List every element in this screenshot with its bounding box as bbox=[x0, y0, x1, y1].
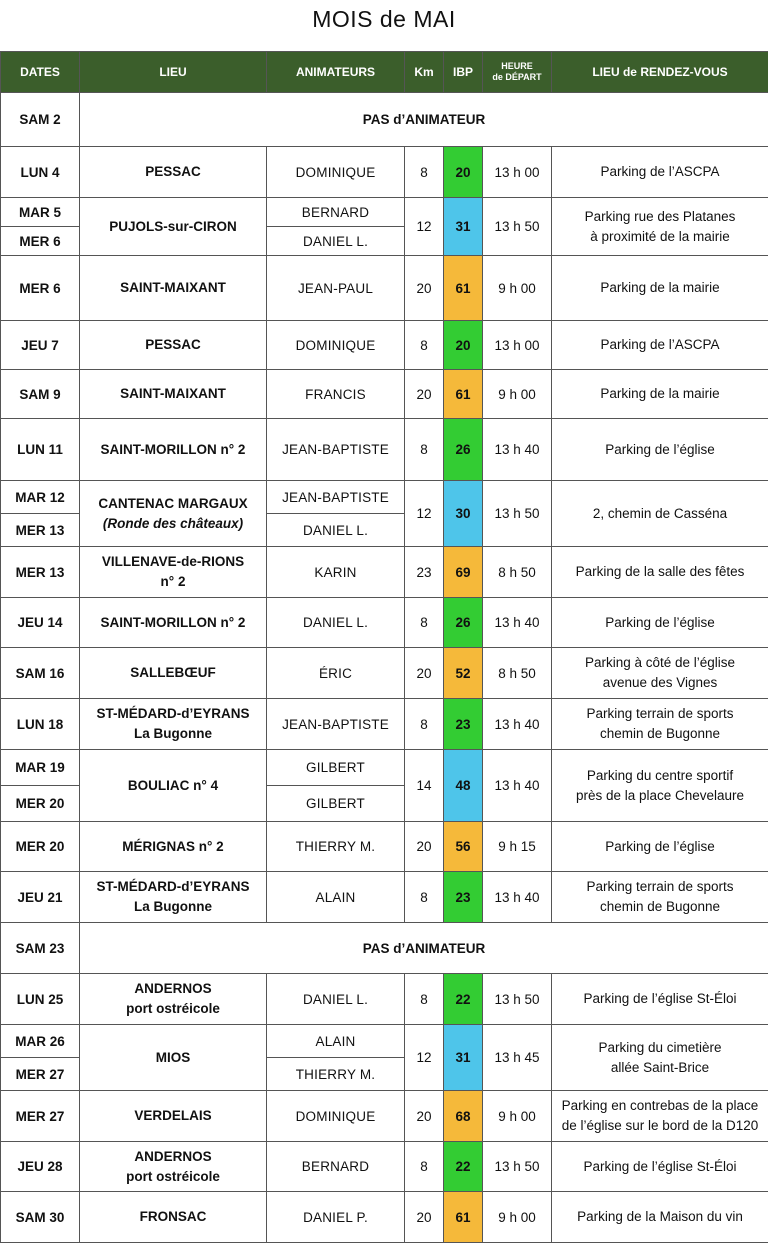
header-ibp: IBP bbox=[444, 52, 483, 93]
table-row bbox=[1, 974, 768, 1025]
meeting-point-line2: allée Saint-Brice bbox=[555, 1058, 765, 1078]
leader-cell: BERNARD bbox=[267, 198, 405, 227]
km-cell: 8 bbox=[405, 419, 444, 481]
leader-cell: DOMINIQUE bbox=[267, 1091, 405, 1142]
date-cell: MER 20 bbox=[1, 786, 80, 822]
location-name: ST-MÉDARD-d’EYRANS bbox=[83, 877, 263, 897]
start-time-cell: 13 h 00 bbox=[483, 147, 552, 198]
no-leader-cell: PAS d’ANIMATEUR bbox=[80, 93, 768, 147]
table-row bbox=[1, 321, 768, 370]
meeting-point-line1: Parking terrain de sports bbox=[555, 704, 765, 724]
start-time-cell: 13 h 00 bbox=[483, 321, 552, 370]
location-name: CANTENAC MARGAUX bbox=[83, 494, 263, 514]
date-cell: MER 6 bbox=[1, 256, 80, 321]
meeting-point-cell bbox=[552, 370, 768, 419]
ibp-cell: 68 bbox=[444, 1091, 483, 1142]
leader-cell: ALAIN bbox=[267, 872, 405, 923]
header-lieu: LIEU bbox=[80, 52, 267, 93]
leader-cell: JEAN-BAPTISTE bbox=[267, 699, 405, 750]
table-row bbox=[1, 1192, 768, 1243]
table-row bbox=[1, 872, 768, 923]
date-cell: MER 6 bbox=[1, 227, 80, 256]
table-row bbox=[1, 147, 768, 198]
meeting-point-line1: Parking de l’ASCPA bbox=[555, 335, 765, 355]
location-cell bbox=[80, 1025, 267, 1091]
meeting-point-cell bbox=[552, 1192, 768, 1243]
ibp-cell: 61 bbox=[444, 256, 483, 321]
location-name-line2: port ostréicole bbox=[83, 1167, 263, 1187]
meeting-point-line1: Parking à côté de l’église bbox=[555, 653, 765, 673]
location-name: PESSAC bbox=[83, 335, 263, 355]
location-cell bbox=[80, 370, 267, 419]
date-cell: JEU 14 bbox=[1, 598, 80, 648]
location-cell bbox=[80, 699, 267, 750]
meeting-point-line1: Parking rue des Platanes bbox=[555, 207, 765, 227]
km-cell: 8 bbox=[405, 699, 444, 750]
leader-cell: DANIEL L. bbox=[267, 514, 405, 547]
ibp-cell: 26 bbox=[444, 419, 483, 481]
meeting-point-line1: Parking de l’église bbox=[555, 837, 765, 857]
km-cell: 8 bbox=[405, 872, 444, 923]
meeting-point-line2: chemin de Bugonne bbox=[555, 897, 765, 917]
page-title: MOIS de MAI bbox=[0, 6, 768, 33]
km-cell: 14 bbox=[405, 750, 444, 822]
start-time-cell: 13 h 50 bbox=[483, 481, 552, 547]
meeting-point-line1: Parking de l’église St-Éloi bbox=[555, 989, 765, 1009]
date-cell: LUN 4 bbox=[1, 147, 80, 198]
meeting-point-line1: Parking du cimetière bbox=[555, 1038, 765, 1058]
date-cell: SAM 30 bbox=[1, 1192, 80, 1243]
header-animateurs: ANIMATEURS bbox=[267, 52, 405, 93]
header-rdv: LIEU de RENDEZ-VOUS bbox=[552, 52, 768, 93]
meeting-point-cell bbox=[552, 256, 768, 321]
location-name-line2: port ostréicole bbox=[83, 999, 263, 1019]
table-row bbox=[1, 598, 768, 648]
date-cell: MAR 19 bbox=[1, 750, 80, 786]
leader-cell: BERNARD bbox=[267, 1142, 405, 1192]
leader-cell: DOMINIQUE bbox=[267, 147, 405, 198]
km-cell: 20 bbox=[405, 822, 444, 872]
header-heure-line1: HEURE bbox=[501, 61, 533, 71]
meeting-point-cell bbox=[552, 481, 768, 547]
location-cell bbox=[80, 256, 267, 321]
ibp-cell: 52 bbox=[444, 648, 483, 699]
header-heure bbox=[483, 52, 552, 93]
ibp-cell: 20 bbox=[444, 147, 483, 198]
meeting-point-cell bbox=[552, 822, 768, 872]
table-row bbox=[1, 547, 768, 598]
table-row bbox=[1, 1091, 768, 1142]
header-dates: DATES bbox=[1, 52, 80, 93]
location-cell bbox=[80, 872, 267, 923]
location-cell bbox=[80, 147, 267, 198]
date-cell: LUN 18 bbox=[1, 699, 80, 750]
ibp-cell: 48 bbox=[444, 750, 483, 822]
table-row bbox=[1, 1142, 768, 1192]
date-cell: LUN 11 bbox=[1, 419, 80, 481]
start-time-cell: 8 h 50 bbox=[483, 648, 552, 699]
leader-cell: THIERRY M. bbox=[267, 1058, 405, 1091]
meeting-point-cell bbox=[552, 699, 768, 750]
meeting-point-line2: de l’église sur le bord de la D120 bbox=[555, 1116, 765, 1136]
location-name-line2: La Bugonne bbox=[83, 897, 263, 917]
location-cell bbox=[80, 321, 267, 370]
table-row bbox=[1, 822, 768, 872]
ibp-cell: 56 bbox=[444, 822, 483, 872]
location-name: SAINT-MAIXANT bbox=[83, 384, 263, 404]
meeting-point-cell bbox=[552, 198, 768, 256]
meeting-point-line1: Parking de la Maison du vin bbox=[555, 1207, 765, 1227]
date-cell: SAM 2 bbox=[1, 93, 80, 147]
location-name: ST-MÉDARD-d’EYRANS bbox=[83, 704, 263, 724]
date-cell: JEU 7 bbox=[1, 321, 80, 370]
meeting-point-line1: Parking du centre sportif bbox=[555, 766, 765, 786]
start-time-cell: 13 h 50 bbox=[483, 1142, 552, 1192]
location-name-line2: La Bugonne bbox=[83, 724, 263, 744]
location-name: FRONSAC bbox=[83, 1207, 263, 1227]
ibp-cell: 22 bbox=[444, 974, 483, 1025]
location-cell bbox=[80, 648, 267, 699]
table-row bbox=[1, 198, 768, 227]
leader-cell: JEAN-PAUL bbox=[267, 256, 405, 321]
location-name: ANDERNOS bbox=[83, 1147, 263, 1167]
leader-cell: GILBERT bbox=[267, 750, 405, 786]
ibp-cell: 30 bbox=[444, 481, 483, 547]
start-time-cell: 8 h 50 bbox=[483, 547, 552, 598]
location-name: VILLENAVE-de-RIONS bbox=[83, 552, 263, 572]
header-km: Km bbox=[405, 52, 444, 93]
location-name: MÉRIGNAS n° 2 bbox=[83, 837, 263, 857]
location-cell bbox=[80, 198, 267, 256]
date-cell: JEU 21 bbox=[1, 872, 80, 923]
ibp-cell: 23 bbox=[444, 699, 483, 750]
date-cell: MAR 5 bbox=[1, 198, 80, 227]
location-cell bbox=[80, 1142, 267, 1192]
location-cell bbox=[80, 598, 267, 648]
date-cell: SAM 9 bbox=[1, 370, 80, 419]
meeting-point-cell bbox=[552, 419, 768, 481]
ibp-cell: 31 bbox=[444, 198, 483, 256]
km-cell: 20 bbox=[405, 1091, 444, 1142]
leader-cell: ALAIN bbox=[267, 1025, 405, 1058]
ibp-cell: 26 bbox=[444, 598, 483, 648]
meeting-point-cell bbox=[552, 321, 768, 370]
date-cell: SAM 23 bbox=[1, 923, 80, 974]
meeting-point-line2: à proximité de la mairie bbox=[555, 227, 765, 247]
ibp-cell: 69 bbox=[444, 547, 483, 598]
location-name-line2: n° 2 bbox=[83, 572, 263, 592]
km-cell: 12 bbox=[405, 1025, 444, 1091]
leader-cell: FRANCIS bbox=[267, 370, 405, 419]
km-cell: 8 bbox=[405, 1142, 444, 1192]
location-name: SAINT-MORILLON n° 2 bbox=[83, 440, 263, 460]
start-time-cell: 13 h 40 bbox=[483, 699, 552, 750]
ibp-cell: 61 bbox=[444, 370, 483, 419]
start-time-cell: 13 h 50 bbox=[483, 198, 552, 256]
start-time-cell: 9 h 00 bbox=[483, 1192, 552, 1243]
meeting-point-line1: Parking de l’ASCPA bbox=[555, 162, 765, 182]
location-name: SAINT-MORILLON n° 2 bbox=[83, 613, 263, 633]
km-cell: 8 bbox=[405, 598, 444, 648]
table-row bbox=[1, 923, 768, 974]
meeting-point-cell bbox=[552, 872, 768, 923]
location-cell bbox=[80, 1091, 267, 1142]
meeting-point-line1: Parking de la mairie bbox=[555, 384, 765, 404]
location-name: ANDERNOS bbox=[83, 979, 263, 999]
date-cell: LUN 25 bbox=[1, 974, 80, 1025]
location-subtitle: (Ronde des châteaux) bbox=[83, 514, 263, 534]
km-cell: 20 bbox=[405, 370, 444, 419]
meeting-point-cell bbox=[552, 1025, 768, 1091]
leader-cell: THIERRY M. bbox=[267, 822, 405, 872]
location-name: MIOS bbox=[83, 1048, 263, 1068]
ibp-cell: 23 bbox=[444, 872, 483, 923]
start-time-cell: 13 h 45 bbox=[483, 1025, 552, 1091]
meeting-point-cell bbox=[552, 598, 768, 648]
location-cell bbox=[80, 974, 267, 1025]
start-time-cell: 13 h 50 bbox=[483, 974, 552, 1025]
leader-cell: DANIEL L. bbox=[267, 227, 405, 256]
location-name: VERDELAIS bbox=[83, 1106, 263, 1126]
date-cell: MER 27 bbox=[1, 1091, 80, 1142]
table-row bbox=[1, 699, 768, 750]
leader-cell: DANIEL L. bbox=[267, 974, 405, 1025]
km-cell: 8 bbox=[405, 974, 444, 1025]
meeting-point-cell bbox=[552, 147, 768, 198]
leader-cell: DANIEL P. bbox=[267, 1192, 405, 1243]
meeting-point-line2: chemin de Bugonne bbox=[555, 724, 765, 744]
start-time-cell: 9 h 00 bbox=[483, 256, 552, 321]
schedule-body bbox=[1, 93, 768, 1243]
location-cell bbox=[80, 547, 267, 598]
meeting-point-cell bbox=[552, 1142, 768, 1192]
km-cell: 20 bbox=[405, 1192, 444, 1243]
km-cell: 23 bbox=[405, 547, 444, 598]
table-row bbox=[1, 256, 768, 321]
date-cell: JEU 28 bbox=[1, 1142, 80, 1192]
meeting-point-cell bbox=[552, 750, 768, 822]
table-row bbox=[1, 419, 768, 481]
km-cell: 8 bbox=[405, 147, 444, 198]
km-cell: 20 bbox=[405, 256, 444, 321]
start-time-cell: 13 h 40 bbox=[483, 750, 552, 822]
start-time-cell: 13 h 40 bbox=[483, 598, 552, 648]
meeting-point-cell bbox=[552, 648, 768, 699]
location-name: BOULIAC n° 4 bbox=[83, 776, 263, 796]
location-cell bbox=[80, 481, 267, 547]
date-cell: SAM 16 bbox=[1, 648, 80, 699]
start-time-cell: 9 h 00 bbox=[483, 1091, 552, 1142]
leader-cell: DOMINIQUE bbox=[267, 321, 405, 370]
start-time-cell: 13 h 40 bbox=[483, 872, 552, 923]
meeting-point-line1: Parking terrain de sports bbox=[555, 877, 765, 897]
leader-cell: KARIN bbox=[267, 547, 405, 598]
date-cell: MER 13 bbox=[1, 514, 80, 547]
km-cell: 12 bbox=[405, 198, 444, 256]
location-cell bbox=[80, 419, 267, 481]
table-row bbox=[1, 93, 768, 147]
meeting-point-line1: Parking de l’église bbox=[555, 440, 765, 460]
table-row bbox=[1, 1025, 768, 1058]
meeting-point-line1: Parking de la salle des fêtes bbox=[555, 562, 765, 582]
header-heure-line2: de DÉPART bbox=[492, 72, 541, 82]
location-cell bbox=[80, 1192, 267, 1243]
table-row bbox=[1, 648, 768, 699]
meeting-point-line1: Parking de l’église bbox=[555, 613, 765, 633]
table-row bbox=[1, 750, 768, 786]
date-cell: MAR 26 bbox=[1, 1025, 80, 1058]
ibp-cell: 22 bbox=[444, 1142, 483, 1192]
km-cell: 8 bbox=[405, 321, 444, 370]
table-row bbox=[1, 481, 768, 514]
km-cell: 20 bbox=[405, 648, 444, 699]
location-name: PESSAC bbox=[83, 162, 263, 182]
ibp-cell: 61 bbox=[444, 1192, 483, 1243]
date-cell: MER 20 bbox=[1, 822, 80, 872]
ibp-cell: 20 bbox=[444, 321, 483, 370]
ibp-cell: 31 bbox=[444, 1025, 483, 1091]
meeting-point-line1: 2, chemin de Casséna bbox=[555, 504, 765, 524]
leader-cell: JEAN-BAPTISTE bbox=[267, 481, 405, 514]
date-cell: MER 13 bbox=[1, 547, 80, 598]
meeting-point-cell bbox=[552, 974, 768, 1025]
leader-cell: GILBERT bbox=[267, 786, 405, 822]
leader-cell: ÉRIC bbox=[267, 648, 405, 699]
leader-cell: JEAN-BAPTISTE bbox=[267, 419, 405, 481]
leader-cell: DANIEL L. bbox=[267, 598, 405, 648]
meeting-point-cell bbox=[552, 547, 768, 598]
meeting-point-line2: près de la place Chevelaure bbox=[555, 786, 765, 806]
meeting-point-cell bbox=[552, 1091, 768, 1142]
location-cell bbox=[80, 822, 267, 872]
header-row bbox=[1, 52, 768, 93]
date-cell: MAR 12 bbox=[1, 481, 80, 514]
start-time-cell: 9 h 15 bbox=[483, 822, 552, 872]
start-time-cell: 9 h 00 bbox=[483, 370, 552, 419]
meeting-point-line2: avenue des Vignes bbox=[555, 673, 765, 693]
location-cell bbox=[80, 750, 267, 822]
location-name: SALLEBŒUF bbox=[83, 663, 263, 683]
location-name: SAINT-MAIXANT bbox=[83, 278, 263, 298]
km-cell: 12 bbox=[405, 481, 444, 547]
meeting-point-line1: Parking en contrebas de la place bbox=[555, 1096, 765, 1116]
no-leader-cell: PAS d’ANIMATEUR bbox=[80, 923, 768, 974]
start-time-cell: 13 h 40 bbox=[483, 419, 552, 481]
location-name: PUJOLS-sur-CIRON bbox=[83, 217, 263, 237]
meeting-point-line1: Parking de la mairie bbox=[555, 278, 765, 298]
date-cell: MER 27 bbox=[1, 1058, 80, 1091]
meeting-point-line1: Parking de l’église St-Éloi bbox=[555, 1157, 765, 1177]
schedule-table bbox=[0, 51, 768, 1243]
table-row bbox=[1, 370, 768, 419]
